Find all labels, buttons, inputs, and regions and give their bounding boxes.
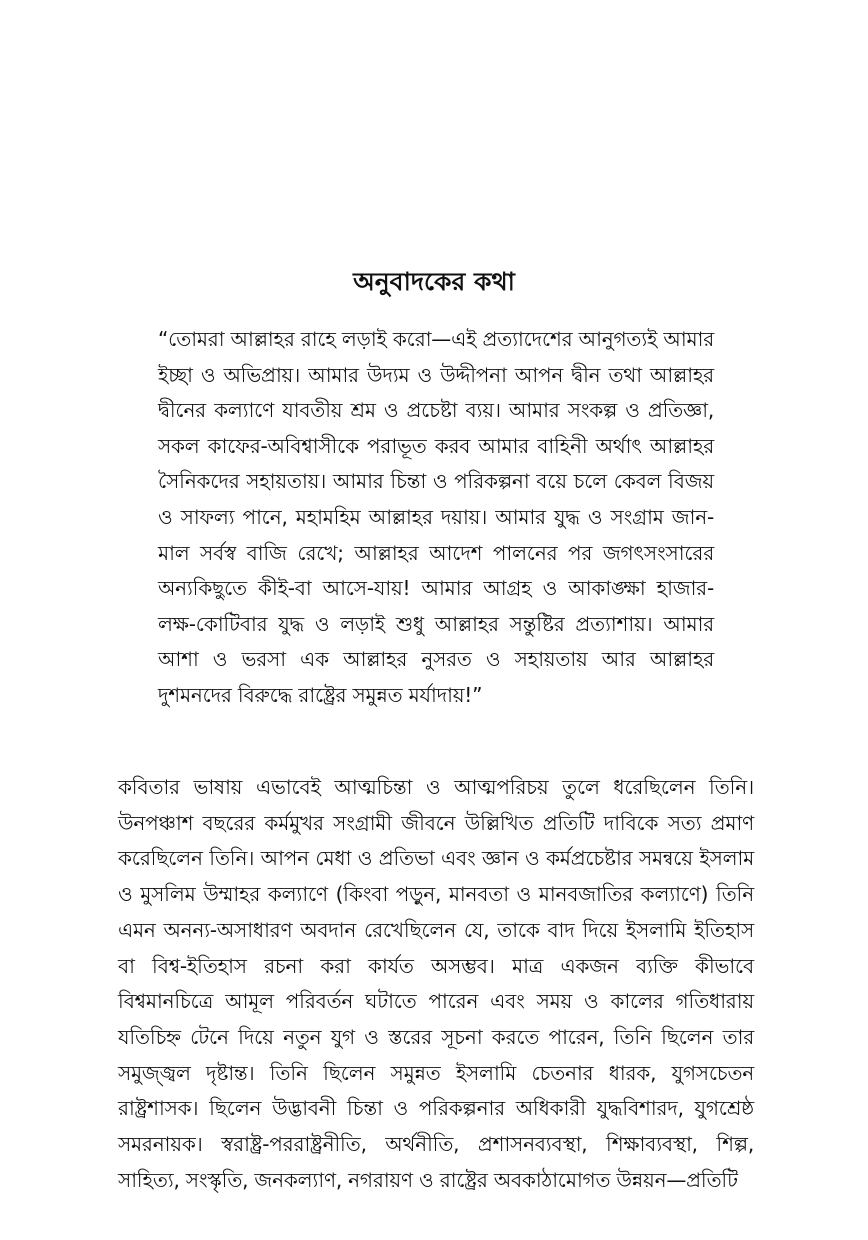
chapter-heading: অনুবাদকের কথা [353,267,515,296]
block-quote: “তোমরা আল্লাহর রাহে লড়াই করো—এই প্রত্যাদেশের আনুগত্যই আমার ইচ্ছা ও অভিপ্রায়। আমার উদ্যম ও উদ্দীপনা আপন দ্বীন তথা আল্লাহর দ্বীনের কল্যাণে যাবতীয় শ্রম ও প্রচেষ্টা ব্যয়। আমার সংকল্প ও প্রতিজ্ঞা, সকল কাফের-অবিশ্বাসীকে পরাভূত করব আমার বাহিনী অর্থাৎ আল্লাহর সৈনিকদের সহায়তায়। আমার চিন্তা ও পরিকল্পনা বয়ে চলে কেবল বিজয় ও সাফল্য পানে, মহামহিম আল্লাহর দয়ায়। আমার যুদ্ধ ও সংগ্রাম জান-মাল সর্বস্ব বাজি রেখে; আল্লাহর আদেশ পালনের পর জগৎসংসারের অন্যকিছুতে কীই-বা আসে-যায়! আমার আগ্রহ ও আকাঙ্ক্ষা হাজার-লক্ষ-কোটিবার যুদ্ধ ও লড়াই শুধু আল্লাহর সন্তুষ্টির প্রত্যাশায়। আমার আশা ও ভরসা এক আল্লাহর নুসরত ও সহায়তায় আর আল্লাহর দুশমনদের বিরুদ্ধে রাষ্ট্রের সমুন্নত মর্যাদায়!” [158,327,714,707]
body-paragraph: কবিতার ভাষায় এভাবেই আত্মচিন্তা ও আত্মপরিচয় তুলে ধরেছিলেন তিনি। উনপঞ্চাশ বছরের কর্মমুখর সংগ্রামী জীবনে উল্লিখিত প্রতিটি দাবিকে সত্য প্রমাণ করেছিলেন তিনি। আপন মেধা ও প্রতিভা এবং জ্ঞান ও কর্মপ্রচেষ্টার সমন্বয়ে ইসলাম ও মুসলিম উম্মাহর কল্যাণে (কিংবা পড়ুন, মানবতা ও মানবজাতির কল্যাণে) তিনি এমন অনন্য-অসাধারণ অবদান রেখেছিলেন যে, তাকে বাদ দিয়ে ইসলামি ইতিহাস বা বিশ্ব-ইতিহাস রচনা করা কার্যত অসম্ভব। মাত্র একজন ব্যক্তি কীভাবে বিশ্বমানচিত্রে আমূল পরিবর্তন ঘটাতে পারেন এবং সময় ও কালের গতিধারায় যতিচিহ্ন টেনে দিয়ে নতুন যুগ ও স্তরের সূচনা করতে পারেন, তিনি ছিলেন তার সমুজ্জ্বল দৃষ্টান্ত। তিনি ছিলেন সমুন্নত ইসলামি চেতনার ধারক, যুগসচেতন রাষ্ট্রশাসক। ছিলেন উদ্ভাবনী চিন্তা ও পরিকল্পনার অধিকারী যুদ্ধবিশারদ, যুগশ্রেষ্ঠ সমরনায়ক। স্বরাষ্ট্র-পররাষ্ট্রনীতি, অর্থনীতি, প্রশাসনব্যবস্থা, শিক্ষাব্যবস্থা, শিল্প, সাহিত্য, সংস্কৃতি, জনকল্যাণ, নগরায়ণ ও রাষ্ট্রের অবকাঠামোগত উন্নয়ন—প্রতিটি [118,775,754,1192]
